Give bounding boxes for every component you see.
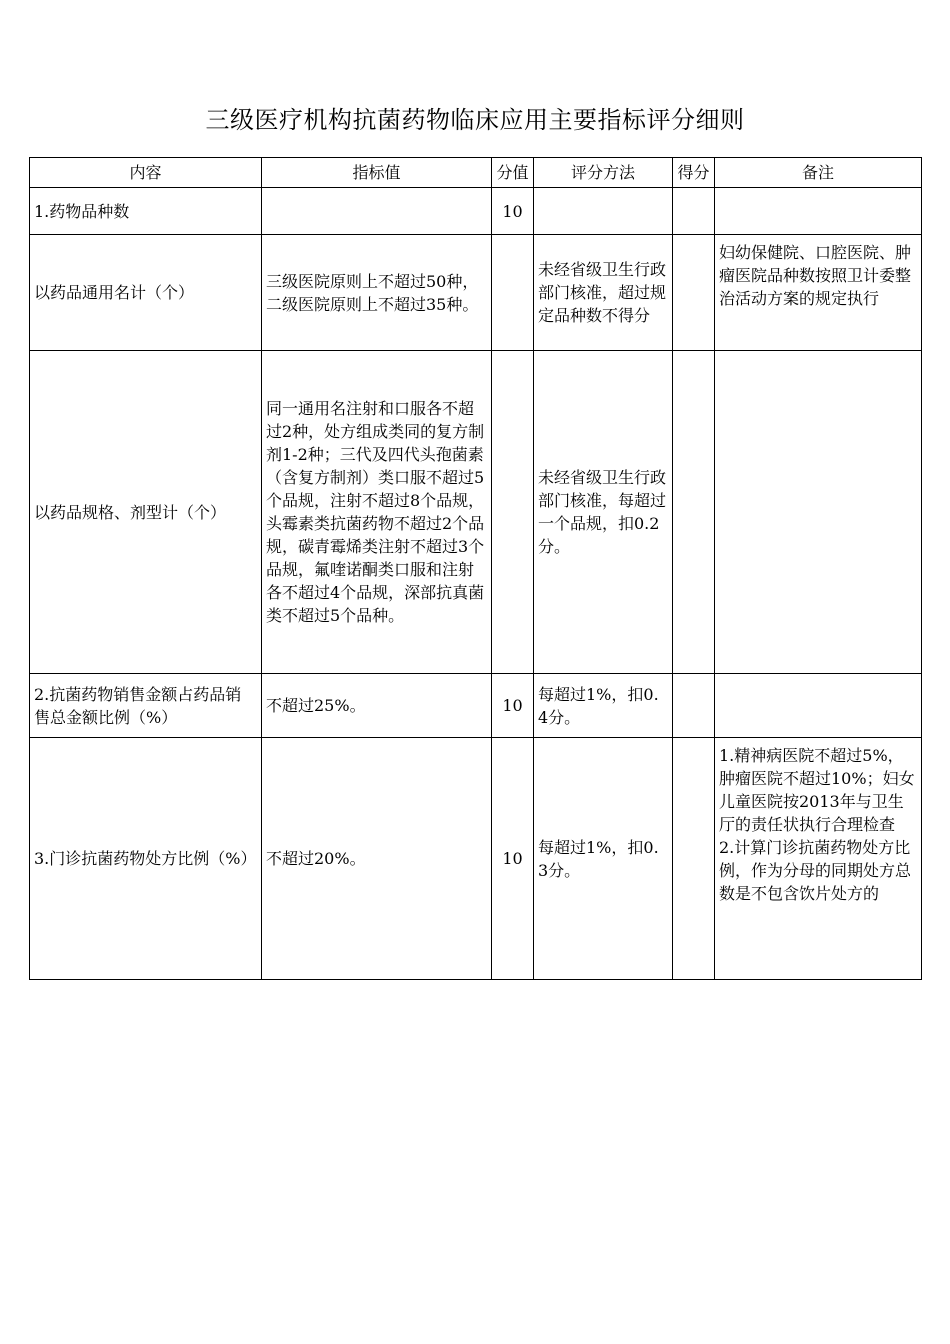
page-title: 三级医疗机构抗菌药物临床应用主要指标评分细则	[205, 106, 745, 134]
row-content: 2.抗菌药物销售金额占药品销售总金额比例（%）	[30, 674, 262, 738]
table-row	[30, 674, 922, 738]
row-got	[673, 351, 715, 674]
scoring-table	[29, 157, 922, 980]
row-method: 未经省级卫生行政部门核准，每超过一个品规，扣0.2分。	[534, 351, 673, 674]
row-got	[673, 738, 715, 980]
row-method: 未经省级卫生行政部门核准，超过规定品种数不得分	[534, 235, 673, 351]
table-header-row	[30, 158, 922, 188]
header-got: 得分	[673, 158, 715, 188]
row-content: 1.药物品种数	[30, 188, 262, 235]
row-indicator: 不超过25%。	[262, 674, 492, 738]
row-got	[673, 188, 715, 235]
header-indicator: 指标值	[262, 158, 492, 188]
row-content: 以药品通用名计（个）	[30, 235, 262, 351]
row-score: 10	[492, 674, 534, 738]
row-score	[492, 235, 534, 351]
row-score	[492, 351, 534, 674]
row-score: 10	[492, 188, 534, 235]
row-note	[715, 674, 922, 738]
row-indicator: 同一通用名注射和口服各不超过2种，处方组成类同的复方制剂1-2种；三代及四代头孢菌素（含复方制剂）类口服不超过5个品规，注射不超过8个品规，头霉素类抗菌药物不超过2个品规，碳青霉烯类注射不超过3个品规，氟喹诺酮类口服和注射各不超过4个品规，深部抗真菌类不超过5个品种。	[262, 351, 492, 674]
table-row	[30, 235, 922, 351]
row-got	[673, 235, 715, 351]
row-got	[673, 674, 715, 738]
row-indicator	[262, 188, 492, 235]
row-score: 10	[492, 738, 534, 980]
row-method: 每超过1%，扣0.4分。	[534, 674, 673, 738]
row-method: 每超过1%，扣0.3分。	[534, 738, 673, 980]
row-note	[715, 351, 922, 674]
row-note: 妇幼保健院、口腔医院、肿瘤医院品种数按照卫计委整治活动方案的规定执行	[715, 235, 922, 351]
row-content: 3.门诊抗菌药物处方比例（%）	[30, 738, 262, 980]
row-method	[534, 188, 673, 235]
header-method: 评分方法	[534, 158, 673, 188]
row-note	[715, 188, 922, 235]
table-row	[30, 351, 922, 674]
row-content: 以药品规格、剂型计（个）	[30, 351, 262, 674]
header-note: 备注	[715, 158, 922, 188]
row-indicator: 不超过20%。	[262, 738, 492, 980]
table-row	[30, 188, 922, 235]
header-content: 内容	[30, 158, 262, 188]
table-row	[30, 738, 922, 980]
header-score: 分值	[492, 158, 534, 188]
row-note: 1.精神病医院不超过5%，肿瘤医院不超过10%；妇女儿童医院按2013年与卫生厅的责任状执行合理检查 2.计算门诊抗菌药物处方比例，作为分母的同期处方总数是不包含饮片处方的	[715, 738, 922, 980]
row-indicator: 三级医院原则上不超过50种，二级医院原则上不超过35种。	[262, 235, 492, 351]
